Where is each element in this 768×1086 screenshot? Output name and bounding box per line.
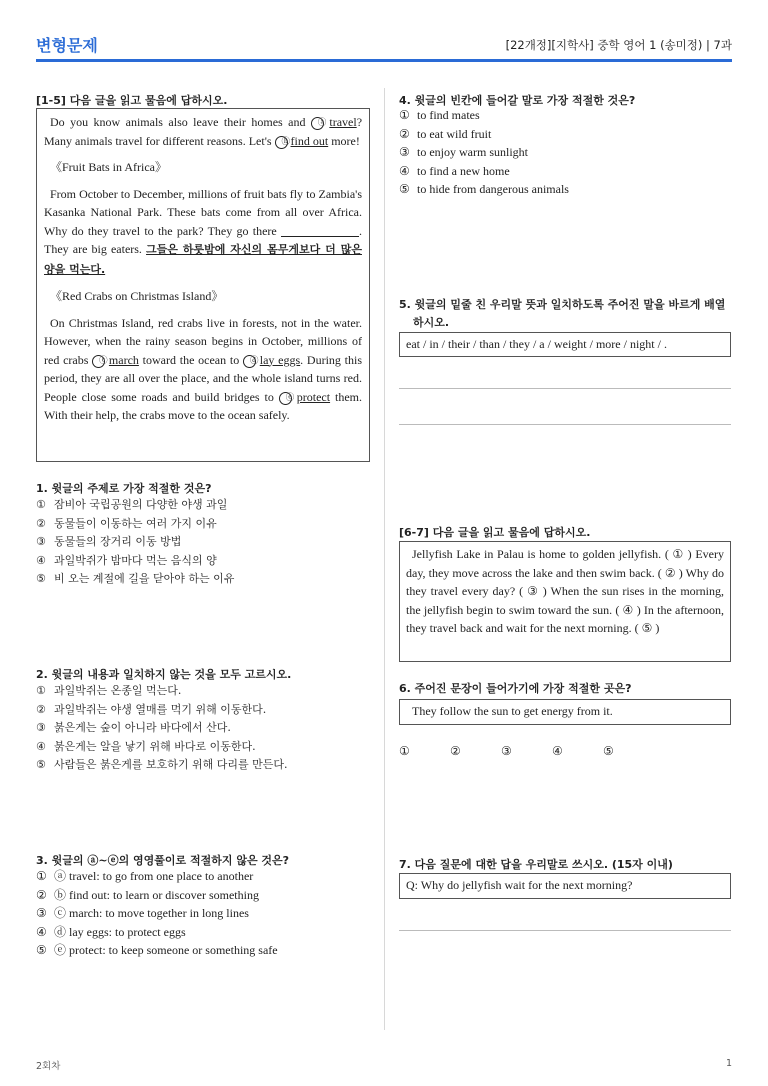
question-3-options	[36, 867, 278, 960]
question-6-heading: 6. 주어진 문장이 들어가기에 가장 적절한 곳은?	[399, 682, 632, 695]
answer-line[interactable]	[399, 388, 731, 389]
question-5-heading-cont: 하시오.	[413, 316, 450, 329]
choice[interactable]: ②	[450, 744, 461, 758]
word-c: march	[108, 352, 139, 367]
crabs-paragraph: On Christmas Island, red crabs live in forests, not in the water. However, when the rainy season begins in October, millions of red crabs ⓒ march toward the ocean to ⓓ lay eggs. During this period, they are all over the place, and the whole island turns red. People close some roads and build bridges to ⓔ protect them. With their help, the crabs move to the ocean safely.	[44, 315, 363, 422]
option[interactable]: ① 잠비아 국립공원의 다양한 야생 과일	[36, 498, 228, 511]
option[interactable]: ② 과일박쥐는 야생 열매를 먹기 위해 이동한다.	[36, 702, 267, 716]
option[interactable]: ③ 동물들의 장거리 이동 방법	[36, 535, 182, 548]
section-heading-1-5: [1-5] 다음 글을 읽고 물음에 답하시오.	[36, 94, 228, 107]
answer-blank	[281, 225, 359, 237]
option[interactable]: ⑤ ⓔ protect: to keep someone or something safe	[36, 943, 278, 957]
round-label: 2회차	[36, 1061, 61, 1072]
mark-a: ⓐ	[311, 117, 324, 130]
mark-e: ⓔ	[279, 392, 292, 405]
question-2-options	[36, 682, 288, 775]
option[interactable]: ① 과일박쥐는 온종일 먹는다.	[36, 684, 182, 697]
question-1-options	[36, 496, 234, 589]
option[interactable]: ③ to enjoy warm sunlight	[399, 145, 528, 159]
word-a: travel	[329, 115, 357, 129]
given-sentence: They follow the sun to get energy from it.	[412, 704, 613, 718]
question-4-options	[399, 106, 569, 199]
question-1-heading: 1. 윗글의 주제로 가장 적절한 것은?	[36, 482, 212, 495]
option[interactable]: ② 동물들이 이동하는 여러 가지 이유	[36, 516, 217, 530]
word-d: lay eggs	[259, 352, 301, 367]
question-6-choices	[399, 744, 654, 758]
option[interactable]: ④ 붉은게는 알을 낳기 위해 바다로 이동한다.	[36, 739, 256, 753]
mark-c: ⓒ	[92, 355, 105, 368]
textbook-info: [22개정][지학사] 중학 영어 1 (송미정) | 7과	[505, 38, 732, 52]
option[interactable]: ④ ⓓ lay eggs: to protect eggs	[36, 924, 186, 939]
option[interactable]: ③ ⓒ march: to move together in long lines	[36, 906, 249, 920]
choice[interactable]: ①	[399, 744, 410, 758]
answer-line[interactable]	[399, 424, 731, 425]
answer-line[interactable]	[399, 930, 731, 931]
word-e: protect	[296, 389, 331, 404]
question-3-heading: 3. 윗글의 ⓐ~ⓔ의 영영풀이로 적절하지 않은 것은?	[36, 854, 290, 867]
question-7-text: Q: Why do jellyfish wait for the next morning?	[406, 878, 633, 892]
bats-paragraph: From October to December, millions of fruit bats fly to Zambia's Kasanka National Park. These bats come from all over Africa. Why do they travel to the park? They go there . They are big eaters. 그들은 하룻밤에 자신의 몸무게보다 더 많은 양을 먹는다.	[44, 186, 362, 276]
option[interactable]: ⑤ 비 오는 계절에 길을 닫아야 하는 이유	[36, 572, 235, 585]
question-7-heading: 7. 다음 질문에 대한 답을 우리말로 쓰시오. (15자 이내)	[399, 858, 673, 871]
jellyfish-paragraph: Jellyfish Lake in Palau is home to golden jellyfish. ( ① ) Every day, they move across the lake and then swim back. ( ② ) Why do they travel every day? ( ③ ) When the sun rises in the morning, the jellyfish begin to swim toward the sun. ( ④ ) In the afternoon, they travel back and wait for the next morning. ( ⑤ )	[406, 547, 724, 635]
choice[interactable]: ③	[501, 744, 512, 758]
option[interactable]: ① to find mates	[399, 108, 480, 122]
mark-b: ⓑ	[275, 136, 288, 149]
word-bank-box	[399, 332, 731, 357]
choice[interactable]: ④	[552, 744, 563, 758]
section-heading-6-7: [6-7] 다음 글을 읽고 물음에 답하시오.	[399, 526, 591, 539]
given-sentence-box	[399, 699, 731, 725]
mark-d: ⓓ	[243, 355, 256, 368]
option[interactable]: ④ 과일박쥐가 밤마다 먹는 음식의 양	[36, 553, 217, 567]
question-box	[399, 873, 731, 899]
page-title: 변형문제	[36, 36, 98, 55]
underlined-korean: 그들은 하룻밤에 자신의 몸무게보다 더 많은 양을 먹는다.	[44, 243, 362, 276]
choice[interactable]: ⑤	[603, 744, 614, 758]
column-divider	[384, 88, 385, 1030]
question-2-heading: 2. 윗글의 내용과 일치하지 않는 것을 모두 고르시오.	[36, 668, 292, 681]
crabs-title: 《Red Crabs on Christmas Island》	[50, 289, 224, 303]
option[interactable]: ② to eat wild fruit	[399, 126, 492, 141]
option[interactable]: ⑤ to hide from dangerous animals	[399, 182, 569, 196]
option[interactable]: ④ to find a new home	[399, 163, 510, 178]
passage-box-6-7	[399, 541, 731, 662]
option[interactable]: ⑤ 사람들은 붉은게를 보호하기 위해 다리를 만든다.	[36, 758, 288, 771]
question-4-heading: 4. 윗글의 빈칸에 들어갈 말로 가장 적절한 것은?	[399, 94, 636, 107]
option[interactable]: ② ⓑ find out: to learn or discover something	[36, 887, 259, 902]
header-divider	[36, 59, 732, 62]
passage-intro: Do you know animals also leave their homes and ⓐ travel? Many animals travel for different reasons. Let's ⓑ find out more!	[44, 115, 363, 148]
page-number: 1	[725, 1058, 732, 1069]
word-b: find out	[290, 133, 329, 148]
passage-box-1-5	[36, 108, 370, 462]
option[interactable]: ① ⓐ travel: to go from one place to another	[36, 869, 254, 883]
question-5-heading: 5. 윗글의 밑줄 친 우리말 뜻과 일치하도록 주어진 말을 바르게 배열	[399, 298, 726, 311]
option[interactable]: ③ 붉은게는 숲이 아니라 바다에서 산다.	[36, 721, 231, 734]
word-bank: eat / in / their / than / they / a / weight / more / night / .	[406, 337, 667, 351]
bats-title: 《Fruit Bats in Africa》	[50, 160, 167, 174]
